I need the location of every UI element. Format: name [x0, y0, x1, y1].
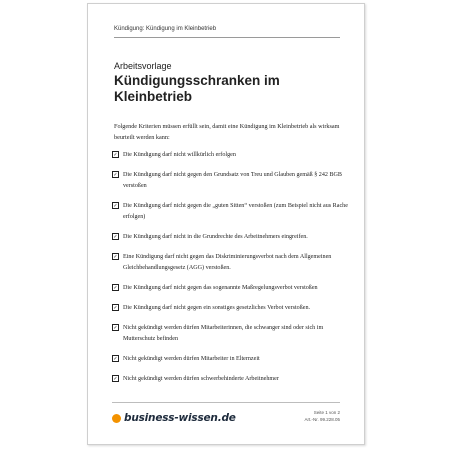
- checkbox-icon: [112, 284, 119, 291]
- criterion-text: Die Kündigung darf nicht gegen das sogenannte Maßregelungsverbot verstoßen: [123, 285, 318, 291]
- criterion-item: [110, 374, 350, 385]
- footer-divider: [112, 402, 340, 403]
- criterion-text: Nicht gekündigt werden dürfen schwerbehinderte Arbeitnehmer: [123, 376, 279, 382]
- intro-paragraph: Folgende Kriterien müssen erfüllt sein, damit eine Kündigung im Kleinbetrieb als wirksam beurteilt werden kann:: [114, 123, 340, 141]
- criterion-text: Nicht gekündigt werden dürfen Mitarbeiterinnen, die schwanger sind oder sich im Mutterschutz befinden: [123, 325, 324, 342]
- page-info: [304, 409, 340, 423]
- criterion-item: [110, 303, 350, 314]
- criterion-text: Die Kündigung darf nicht willkürlich erfolgen: [123, 152, 236, 158]
- criteria-list: [110, 150, 350, 394]
- criterion-text: Eine Kündigung darf nicht gegen das Diskriminierungsverbot nach dem Allgemeinen Gleichbehandlungsgesetz (AGG) verstoßen.: [123, 254, 332, 271]
- criterion-text: Die Kündigung darf nicht gegen den Grundsatz von Treu und Glauben gemäß § 242 BGB verstoßen: [123, 172, 342, 189]
- criterion-text: Die Kündigung darf nicht gegen ein sonstiges gesetzliches Verbot verstoßen.: [123, 305, 311, 311]
- checkbox-icon: [112, 202, 119, 209]
- criterion-item: [110, 170, 350, 192]
- criterion-item: [110, 283, 350, 294]
- criterion-item: [110, 201, 350, 223]
- criterion-item: [110, 252, 350, 274]
- logo-text: business-wissen.de: [124, 412, 236, 424]
- brand-logo: [112, 412, 236, 424]
- logo-dot-icon: [112, 414, 121, 423]
- checkbox-icon: [112, 233, 119, 240]
- checkbox-icon: [112, 375, 119, 382]
- checkbox-icon: [112, 171, 119, 178]
- checkbox-icon: [112, 151, 119, 158]
- criterion-item: [110, 232, 350, 243]
- document-kicker: Arbeitsvorlage: [114, 61, 172, 71]
- checkbox-icon: [112, 355, 119, 362]
- checkbox-icon: [112, 253, 119, 260]
- criterion-item: [110, 323, 350, 345]
- page-number: Seite 1 von 2: [313, 410, 340, 415]
- header-divider: [114, 37, 340, 38]
- running-header: Kündigung: Kündigung im Kleinbetrieb: [114, 26, 217, 32]
- document-page: [87, 3, 365, 445]
- criterion-text: Nicht gekündigt werden dürfen Mitarbeiter in Elternzeit: [123, 356, 260, 362]
- checkbox-icon: [112, 304, 119, 311]
- criterion-item: [110, 150, 350, 161]
- checkbox-icon: [112, 324, 119, 331]
- criterion-text: Die Kündigung darf nicht in die Grundrechte des Arbeitnehmers eingreifen.: [123, 234, 308, 240]
- article-number: Art.-Nr. 99.228.05: [304, 417, 340, 422]
- criterion-item: [110, 354, 350, 365]
- criterion-text: Die Kündigung darf nicht gegen die „guten Sitten“ verstoßen (zum Beispiel nicht aus Rache erfolgen): [123, 203, 348, 220]
- document-title: Kündigungsschranken im Kleinbetrieb: [114, 73, 280, 104]
